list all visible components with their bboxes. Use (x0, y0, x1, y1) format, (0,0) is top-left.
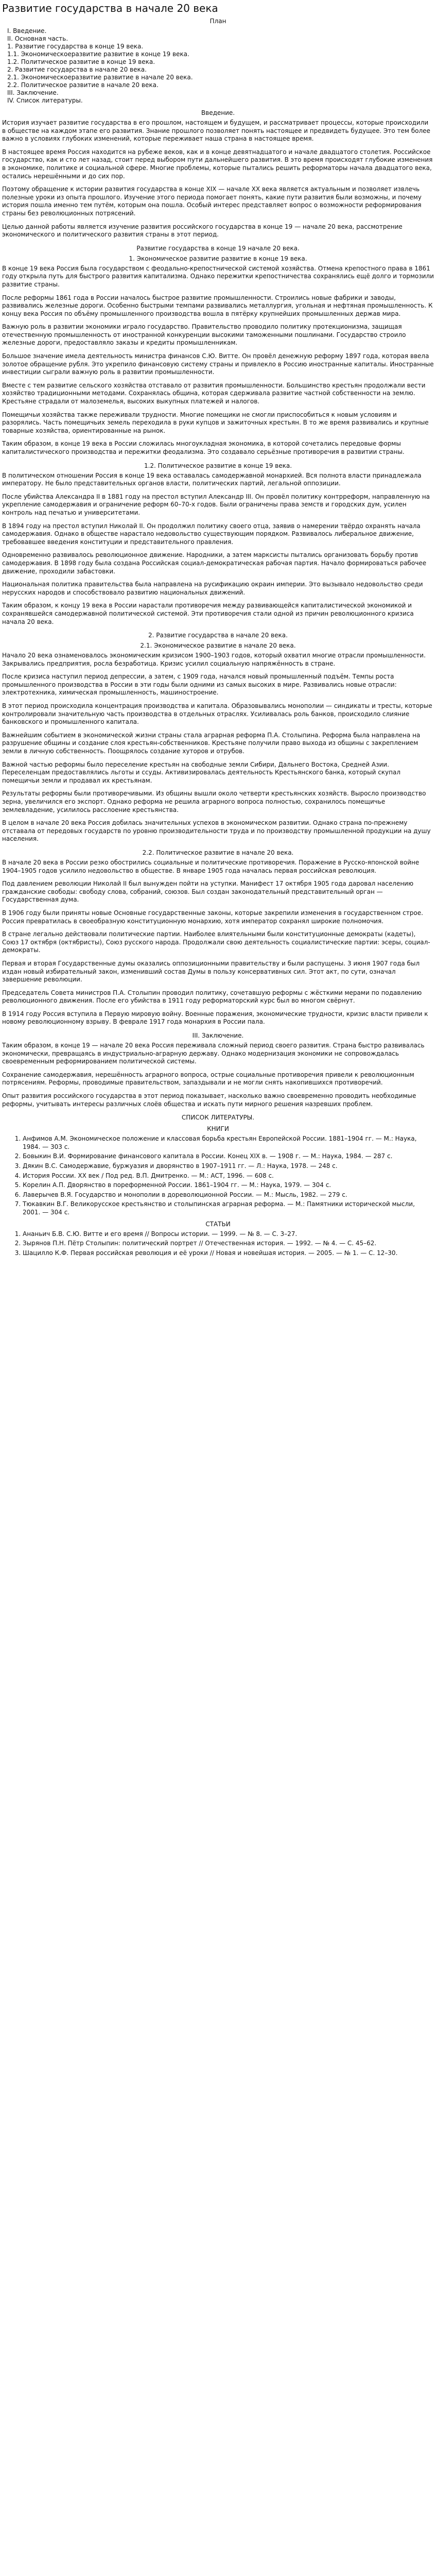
paragraph: Первая и вторая Государственные думы оказались оппозиционными правительству и были распущены. 3 июня 1907 года был издан новый избирательный закон, изменивший состав Думы в пользу консервативных сил. Этот акт, по сути, означал завершение революции. (2, 959, 420, 984)
paragraph: Целью данной работы является изучение развития российского государства в конце 19 — начале 20 века, рассмотрение экономического и политического развития страны в этот период. (2, 223, 403, 239)
paragraph: Таким образом, в конце 19 века в России сложилась многоукладная экономика, в которой сочетались передовые формы капиталистического производства и пережитки феодализма. Это создавало серьёзные противоречия в развитии страны. (2, 440, 405, 455)
bibliography-item: 2. Зырянов П.Н. Пётр Столыпин: политический портрет // Отечественная история. — 1992. — № 4. — С. 45–62. (23, 1240, 434, 1248)
section-1-2 (2, 472, 434, 626)
paragraph: Вместе с тем развитие сельского хозяйства отставало от развития промышленности. Большинство крестьян продолжали вести хозяйство традиционными методами. Сохранялась община, которая сдерживала развитие частной собственности на землю. Крестьяне страдали от малоземелья, высоких выкупных платежей и налогов. (2, 381, 426, 405)
paragraph: В настоящее время Россия находится на рубеже веков, как и в конце девятнадцатого и начале двадцатого столетия. Российское государство, как и сто лет назад, стоит перед выбором пути дальнейшего развития. В это время происходят глубокие изменения в экономике, политике и социальной сфере. Многие проблемы, которые пытались решить реформаторы начала двадцатого века, остались нерешёнными и до сих пор. (2, 148, 433, 180)
section-2-1 (2, 652, 434, 843)
paragraph: Важной частью реформы было переселение крестьян на свободные земли Сибири, Дальнего Востока, Средней Азии. Переселенцам предоставлялись льготы и ссуды. Активизировалась деятельность Крестьянского банка, который скупал помещичьи земли и продавал их крестьянам. (2, 760, 401, 784)
bibliography-item: 4. История России. XX век / Под ред. В.П. Дмитренко. — М.: АСТ, 1996. — 608 с. (23, 1172, 434, 1180)
toc-item: I. Введение. (7, 27, 47, 35)
bibliography-item: 1. Анфимов А.М. Экономическое положение и классовая борьба крестьян Европейской России. 1881–1904 гг. — М.: Наука, 1984. — 303 с. (23, 1135, 434, 1151)
paragraph: Начало 20 века ознаменовалось экономическим кризисом 1900–1903 годов, который охватил многие отрасли промышленности. Закрывались предприятия, росла безработица. Кризис усилил социальную напряжённость в стране. (2, 652, 426, 667)
paragraph: Поэтому обращение к истории развития государства в конце XIX — начале XX века является актуальным и позволяет извлечь полезные уроки из опыта прошлого. Изучение этого периода помогает понять, какие пути развития были возможны, и почему история пошла именно тем путём, которым она пошла. Особый интерес представляет вопрос о возможности реформирования страны без революционных потрясений. (2, 185, 422, 217)
paragraph: В политическом отношении Россия в конце 19 века оставалась самодержавной монархией. Вся полнота власти принадлежала императору. Не было представительных органов власти, политических партий, легальной оппозиции. (2, 471, 422, 487)
section-heading-2-2: 2.2. Политическое развитие в начале 20 века. (142, 849, 294, 856)
bibliography-books-list (2, 1135, 434, 1216)
section-heading-2-1: 2.1. Экономическое развитие в начале 20 века. (140, 642, 296, 650)
section-heading-intro: Введение. (201, 109, 235, 116)
bibliography-item: 6. Лаверычев В.Я. Государство и монополии в дореволюционной России. — М.: Мысль, 1982. — 279 с. (23, 1191, 434, 1199)
paragraph: История изучает развитие государства в его прошлом, настоящем и будущем, и рассматривает процессы, которые происходили в обществе на каждом этапе его развития. Знание прошлого позволяет понять настоящее и предвидеть будущее. Это тем более важно в условиях глубоких изменений, которые переживает наша страна в настоящее время. (2, 119, 430, 143)
bibliography-articles-list (2, 1230, 434, 1258)
paragraph: После реформы 1861 года в России началось быстрое развитие промышленности. Строились новые фабрики и заводы, развивались железные дороги. Особенно быстрыми темпами развивались металлургия, угольная и нефтяная промышленность. К концу века Россия по объёму промышленного производства вошла в пятёрку крупнейших промышленных держав мира. (2, 294, 433, 317)
paragraph: В начале 20 века в России резко обострились социальные и политические противоречия. Поражение в Русско-японской войне 1904–1905 годов усилило недовольство в обществе. В январе 1905 года началась первая российская революция. (2, 858, 420, 874)
paragraph: Большое значение имела деятельность министра финансов С.Ю. Витте. Он провёл денежную реформу 1897 года, которая ввела золотое обращение рубля. Это укрепило финансовую систему страны и привлекло в Россию иностранные капиталы. Иностранные инвестиции сыграли важную роль в развитии промышленности. (2, 352, 434, 376)
section-heading-1-1: 1. Экономическое развитие развитие в конце 19 века. (129, 255, 307, 262)
paragraph: В 1894 году на престол вступил Николай II. Он продолжил политику своего отца, заявив о намерении твёрдо охранять начала самодержавия. Однако в обществе нарастало недовольство существующим порядком. Развивалось либеральное движение, требовавшее введения конституции и представительного правления. (2, 522, 421, 546)
paragraph: После кризиса наступил период депрессии, а затем, с 1909 года, начался новый промышленный подъём. Темпы роста промышленного производства в России в эти годы были одними из самых высоких в мире. Развивались новые отрасли: электротехника, химическая промышленность, машиностроение. (2, 673, 397, 697)
bibliography-title: СПИСОК ЛИТЕРАТУРЫ. (181, 1114, 255, 1122)
document (0, 2, 436, 1257)
paragraph: Сохранение самодержавия, нерешённость аграрного вопроса, острые социальные противоречия привели к революционным потрясениям. Реформы, проводимые правительством, запаздывали и не могли снять накопившихся противоречий. (2, 1071, 414, 1087)
toc-item: 2. Развитие государства в начале 20 века. (7, 66, 147, 73)
paragraph: Важную роль в развитии экономики играло государство. Правительство проводило политику протекционизма, защищая отечественную промышленность от иностранной конкуренции высокими таможенными пошлинами. Государство строило железные дороги, предоставляло заказы и кредиты промышленникам. (2, 323, 406, 347)
section-heading-2: 2. Развитие государства в начале 20 века. (148, 632, 288, 639)
paragraph: Таким образом, в конце 19 — начале 20 века Россия переживала сложный период своего развития. Страна быстро развивалась экономически, превращаясь в индустриально-аграрную державу. Однако модернизация экономики не сопровождалась своевременным реформированием политической системы. (2, 1042, 425, 1065)
paragraph: Результаты реформы были противоречивыми. Из общины вышли около четверти крестьянских хозяйств. Выросло производство зерна, увеличился его экспорт. Однако реформа не решила аграрного вопроса полностью, сохранилось помещичье землевладение, усилилось расслоение крестьянства. (2, 790, 426, 814)
section-1-1 (2, 265, 434, 456)
paragraph: В целом в начале 20 века Россия добилась значительных успехов в экономическом развитии. Однако страна по-прежнему отставала от передовых государств по уровню производительности труда и по производству промышленной продукции на душу населения. (2, 819, 431, 843)
plan-label: План (210, 18, 226, 25)
toc-item: 1. Развитие государства в конце 19 века. (7, 43, 144, 50)
paragraph: В конце 19 века Россия была государством с феодально-крепостнической системой хозяйства. Отмена крепостного права в 1861 году открыла путь для быстрого развития капитализма. Однако пережитки крепостничества сохранялись ещё долго и тормозили развитие страны. (2, 264, 434, 288)
paragraph: Под давлением революции Николай II был вынужден пойти на уступки. Манифест 17 октября 1905 года даровал населению гражданские свободы: свободу слова, собраний, союзов. Был создан законодательный представительный орган — Государственная дума. (2, 880, 414, 904)
section-intro (2, 119, 434, 239)
paragraph: После убийства Александра II в 1881 году на престол вступил Александр III. Он провёл политику контрреформ, направленную на укрепление самодержавия и ограничение реформ 60–70-х годов. Были ограничены права земств и городских дум, усилен контроль над печатью и университетами. (2, 493, 430, 516)
paragraph: В этот период происходила концентрация производства и капитала. Образовывались монополии — синдикаты и тресты, которые контролировали значительную часть производства в отдельных отраслях. Усиливалась роль банков, происходило слияние банковского и промышленного капитала. (2, 702, 432, 726)
toc-item: 2.1. Экономическоеразвитие развитие в начале 20 века. (7, 74, 193, 81)
bibliography-books-title: КНИГИ (207, 1125, 229, 1133)
bibliography-item: 3. Шацилло К.Ф. Первая российская революция и её уроки // Новая и новейшая история. — 2005. — № 1. — С. 12–30. (23, 1249, 434, 1258)
table-of-contents (2, 27, 434, 105)
section-heading-conclusion: III. Заключение. (192, 1032, 244, 1040)
section-heading-1-2: 1.2. Политическое развитие в конце 19 века. (144, 462, 292, 469)
section-heading-1: Развитие государства в конце 19 начале 20 века. (136, 244, 300, 252)
bibliography-articles-title: СТАТЬИ (205, 1220, 231, 1228)
paragraph: Опыт развития российского государства в этот период показывает, насколько важно своевременно проводить необходимые реформы, учитывать интересы различных слоёв общества и искать пути мирного решения назревших проблем. (2, 1092, 416, 1108)
paragraph: Председатель Совета министров П.А. Столыпин проводил политику, сочетавшую реформы с жёсткими мерами по подавлению революционного движения. После его убийства в 1911 году реформаторский курс был во многом свёрнут. (2, 989, 422, 1005)
paragraph: Национальная политика правительства была направлена на русификацию окраин империи. Это вызывало недовольство среди нерусских народов и способствовало развитию национальных движений. (2, 581, 423, 596)
toc-item: III. Заключение. (7, 89, 59, 96)
paragraph: Таким образом, к концу 19 века в России нарастали противоречия между развивающейся капиталистической экономикой и сохранявшейся самодержавной политической системой. Эти противоречия стали одной из причин революционного кризиса начала 20 века. (2, 602, 414, 625)
toc-item: 1.2. Политическое развитие в конце 19 века. (7, 58, 155, 65)
section-2-2 (2, 859, 434, 1026)
bibliography-item: 2. Бовыкин В.И. Формирование финансового капитала в России. Конец XIX в. — 1908 г. — М.: Наука, 1984. — 287 с. (23, 1153, 434, 1161)
section-conclusion (2, 1042, 434, 1108)
toc-item: 2.2. Политическое развитие в начале 20 века. (7, 81, 159, 89)
paragraph: Помещичьи хозяйства также переживали трудности. Многие помещики не смогли приспособиться к новым условиям и разорялись. Часть помещичьих земель переходила в руки купцов и зажиточных крестьян. В то же время развивались и крупные товарные хозяйства, ориентированные на рынок. (2, 411, 429, 434)
paragraph: Важнейшим событием в экономической жизни страны стала аграрная реформа П.А. Столыпина. Реформа была направлена на разрушение общины и создание слоя крестьян-собственников. Крестьяне получили право выхода из общины с закреплением земли в личную собственность. Поощрялось создание хуторов и отрубов. (2, 731, 421, 755)
page-title: Развитие государства в начале 20 века (2, 2, 218, 14)
toc-item: 1.1. Экономическоеразвитие развитие в конце 19 века. (7, 50, 189, 58)
paragraph: В 1914 году Россия вступила в Первую мировую войну. Военные поражения, экономические трудности, кризис власти привели к новому революционному взрыву. В феврале 1917 года монархия в России пала. (2, 1010, 428, 1026)
bibliography-item: 7. Тюкавкин В.Г. Великорусское крестьянство и столыпинская аграрная реформа. — М.: Памятники исторической мысли, 2001. — 304 с. (23, 1200, 434, 1216)
bibliography-item: 1. Ананьич Б.В. С.Ю. Витте и его время // Вопросы истории. — 1999. — № 8. — С. 3–27. (23, 1230, 434, 1239)
paragraph: В стране легально действовали политические партии. Наиболее влиятельными были конституционные демократы (кадеты), Союз 17 октября (октябристы), Союз русского народа. Продолжали свою деятельность социалистические партии: эсеры, социал-демократы. (2, 930, 430, 954)
bibliography-item: 5. Корелин А.П. Дворянство в пореформенной России. 1861–1904 гг. — М.: Наука, 1979. — 304 с. (23, 1181, 434, 1190)
toc-item: II. Основная часть. (7, 35, 68, 42)
bibliography-item: 3. Дякин В.С. Самодержавие, буржуазия и дворянство в 1907–1911 гг. — Л.: Наука, 1978. — 248 с. (23, 1162, 434, 1171)
paragraph: Одновременно развивалось революционное движение. Народники, а затем марксисты пытались организовать борьбу против самодержавия. В 1898 году была создана Российская социал-демократическая рабочая партия. Начало формироваться рабочее движение, проходили забастовки. (2, 551, 427, 575)
paragraph: В 1906 году были приняты новые Основные государственные законы, которые закрепили изменения в государственном строе. Россия превратилась в своеобразную конституционную монархию, хотя император сохранял широкие полномочия. (2, 909, 423, 925)
toc-item: IV. Список литературы. (7, 97, 83, 104)
